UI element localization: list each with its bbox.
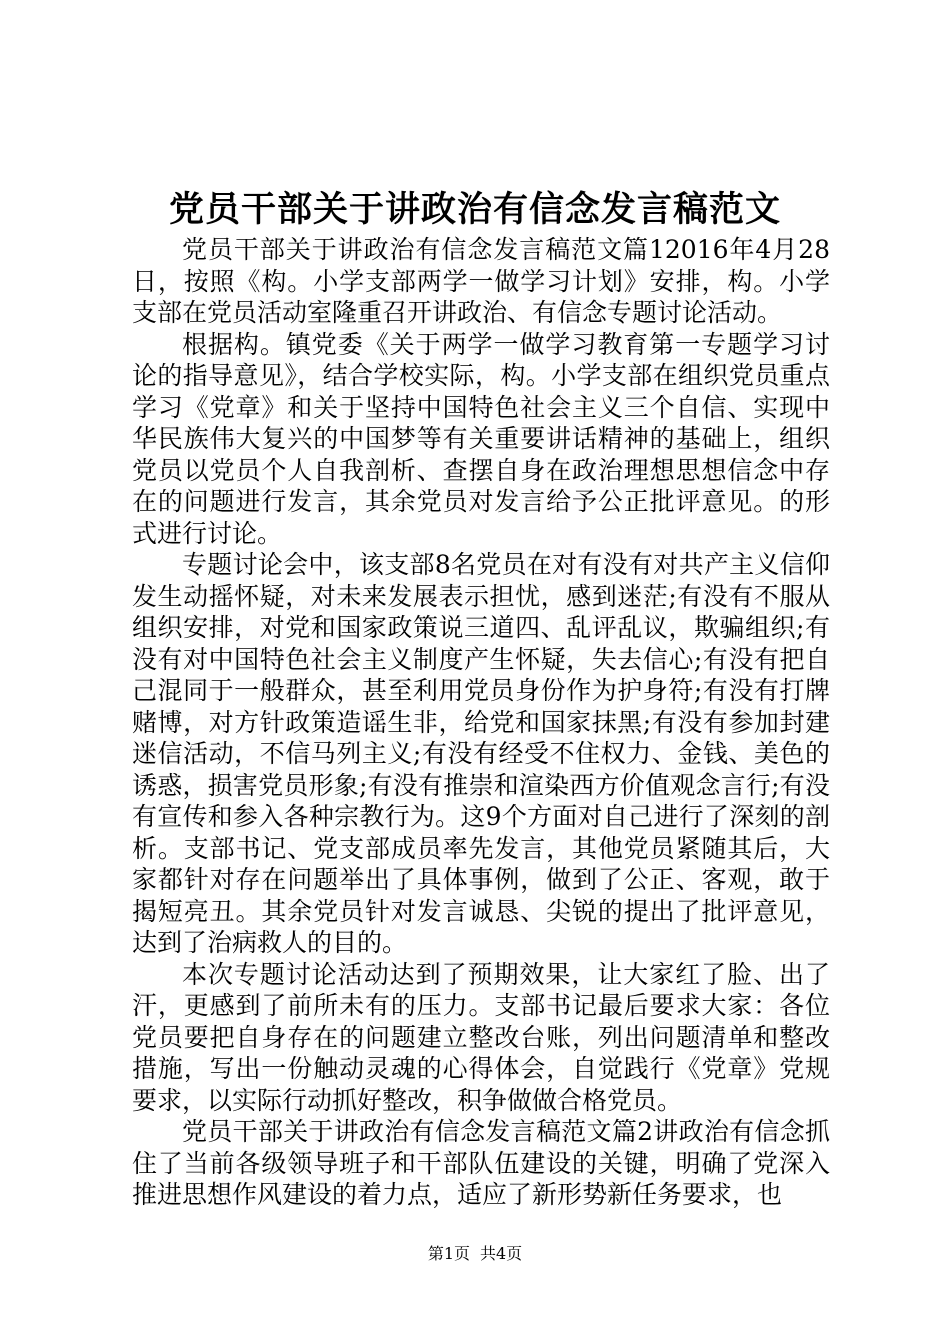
paragraph: 本次专题讨论活动达到了预期效果，让大家红了脸、出了汗，更感到了前所未有的压力。支部书记最后要求大家：各位党员要把自身存在的问题建立整改台账，列出问题清单和整改措施，写出一份触动灵魂的心得体会，自觉践行《党章》党规要求，以实际行动抓好整改，积争做做合格党员。	[132, 959, 830, 1115]
paragraph: 党员干部关于讲政治有信念发言稿范文篇2讲政治有信念抓住了当前各级领导班子和干部队伍建设的关键，明确了党深入推进思想作风建设的着力点，适应了新形势新任务要求，也	[132, 1117, 830, 1209]
document-body	[132, 234, 830, 1211]
paragraph: 党员干部关于讲政治有信念发言稿范文篇12016年4月28日，按照《构。小学支部两学一做学习计划》安排，构。小学支部在党员活动室隆重召开讲政治、有信念专题讨论活动。	[132, 235, 830, 327]
paragraph: 根据构。镇党委《关于两学一做学习教育第一专题学习讨论的指导意见》，结合学校实际，构。小学支部在组织党员重点学习《党章》和关于坚持中国特色社会主义三个自信、实现中华民族伟大复兴的中国梦等有关重要讲话精神的基础上，组织党员以党员个人自我剖析、查摆自身在政治理想思想信念中存在的问题进行发言，其余党员对发言给予公正批评意见。的形式进行讨论。	[132, 329, 830, 548]
page-total: 共4页	[480, 1244, 523, 1263]
document-title: 党员干部关于讲政治有信念发言稿范文	[168, 189, 781, 230]
page-footer	[0, 1243, 950, 1265]
page-number: 第1页	[427, 1244, 470, 1263]
paragraph: 专题讨论会中，该支部8名党员在对有没有对共产主义信仰发生动摇怀疑，对未来发展表示担忧，感到迷茫;有没有不服从组织安排，对党和国家政策说三道四、乱评乱议，欺骗组织;有没有对中国特色社会主义制度产生怀疑，失去信心;有没有把自己混同于一般群众，甚至利用党员身份作为护身符;有没有打牌赌博，对方针政策造谣生非，给党和国家抹黑;有没有参加封建迷信活动，不信马列主义;有没有经受不住权力、金钱、美色的诱惑，损害党员形象;有没有推崇和渲染西方价值观念言行;有没有宣传和参入各种宗教行为。这9个方面对自己进行了深刻的剖析。支部书记、党支部成员率先发言，其他党员紧随其后，大家都针对存在问题举出了具体事例，做到了公正、客观，敢于揭短亮丑。其余党员针对发言诚恳、尖锐的提出了批评意见，达到了治病救人的目的。	[132, 550, 830, 957]
